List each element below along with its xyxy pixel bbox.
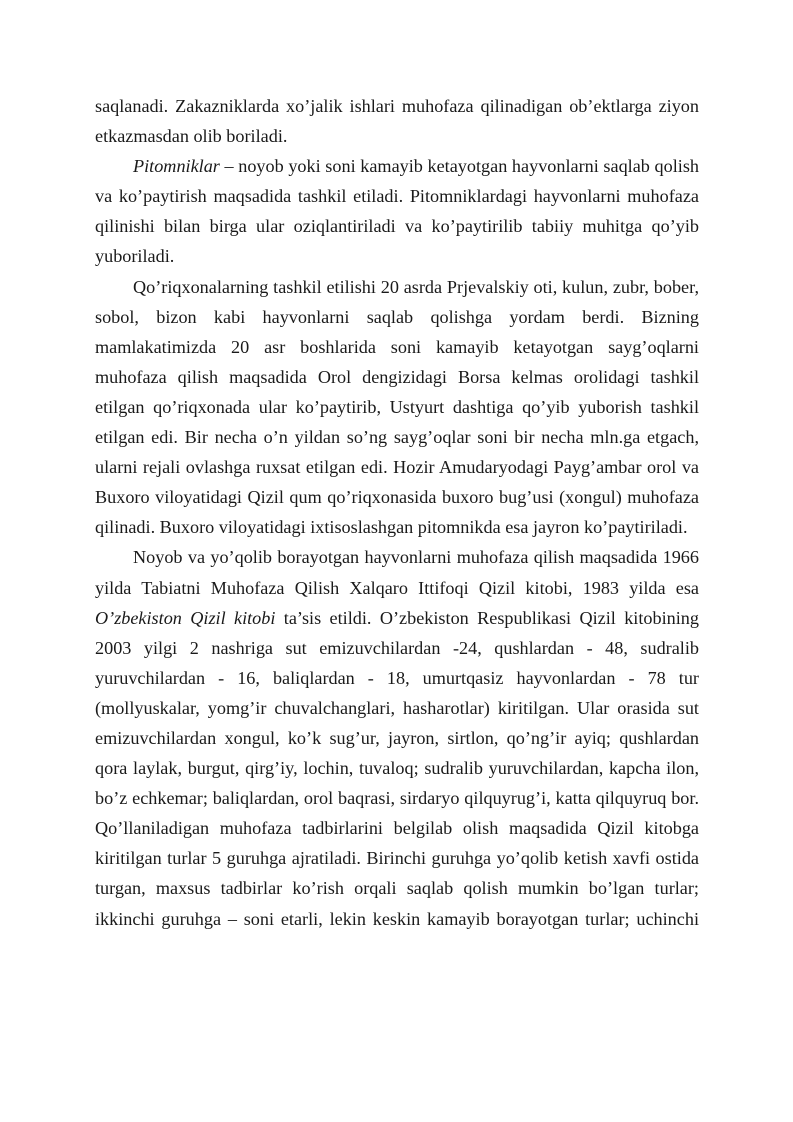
paragraph-text: Noyob va yo’qolib borayotgan hayvonlarni muhofaza qilish maqsadida 1966 yilda Tabiatni Muhofaza Qilish Xalqaro Ittifoqi Qizil kitobi, 1983 yilda esa [95,547,699,598]
paragraph-qoriqxonalar [95,272,699,543]
paragraph-pitomniklar [95,151,699,271]
term-pitomniklar: Pitomniklar [133,156,220,177]
paragraph-qizil-kitob [95,542,699,933]
paragraph-text: – noyob yoki soni kamayib ketayotgan hayvonlarni saqlab qolish va ko’paytirish maqsadida tashkil etiladi. Pitomniklardagi hayvonlarni muhofaza qilinishi bilan birga ular oziqlantiriladi va ko’paytirilib tabiiy muhitga qo’yib yuboriladi. [95,156,699,267]
paragraph-zakazniklar-end [95,91,699,151]
paragraph-text: ta’sis etildi. O’zbekiston Respublikasi Qizil kitobining 2003 yilgi 2 nashriga sut emizuvchilardan -24, qushlardan - 48, sudralib yuruvchilardan - 16, baliqlardan - 18, umurtqasiz hayvonlardan - 78 tur (mollyuskalar, yomg’ir chuvalchanglari, hasharotlar) kiritilgan. Ular orasida sut emizuvchilardan xongul, ko’k sug’ur, jayron, sirtlon, qo’ng’ir ayiq; qushlardan qora laylak, burgut, qirg’iy, lochin, tuvaloq; sudralib yuruvchilardan, kapcha ilon, bo’z echkemar; baliqlardan, orol baqrasi, sirdaryo qilquyrug’i, katta qilquyruq bor. Qo’llaniladigan muhofaza tadbirlarini belgilab olish maqsadida Qizil kitobga kiritilgan turlar 5 guruhga ajratiladi. Birinchi guruhga yo’qolib ketish xavfi ostida turgan, maxsus tadbirlar ko’rish orqali saqlab qolish mumkin bo’lgan turlar; ikkinchi guruhga – soni etarli, lekin keskin kamayib borayotgan turlar; uchinchi [95,607,699,929]
paragraph-text: Qo’riqxonalarning tashkil etilishi 20 asrda Prjevalskiy oti, kulun, zubr, bober, sobol, bizon kabi hayvonlarni saqlab qolishga yordam berdi. Bizning mamlakatimizda 20 asr boshlarida soni kamayib ketayotgan sayg’oqlarni muhofaza qilish maqsadida Orol dengizidagi Borsa kelmas orolidagi tashkil etilgan qo’riqxonada ular ko’paytirib, Ustyurt dashtiga qo’yib yuborish tashkil etilgan edi. Bir necha o’n yildan so’ng sayg’oqlar soni bir necha mln.ga etgach, ularni rejali ovlashga ruxsat etilgan edi. Hozir Amudaryodagi Payg’ambar orol va Buxoro viloyatidagi Qizil qum qo’riqxonasida buxoro bug’usi (xongul) muhofaza qilinadi. Buxoro viloyatidagi ixtisoslashgan pitomnikda esa jayron ko’paytiriladi. [95,276,699,538]
paragraph-text: saqlanadi. Zakazniklarda xo’jalik ishlari muhofaza qilinadigan ob’ektlarga ziyon etkazmasdan olib boriladi. [95,96,699,147]
document-body [95,91,699,934]
term-ozbekiston-qizil-kitobi: O’zbekiston Qizil kitobi [95,607,276,628]
